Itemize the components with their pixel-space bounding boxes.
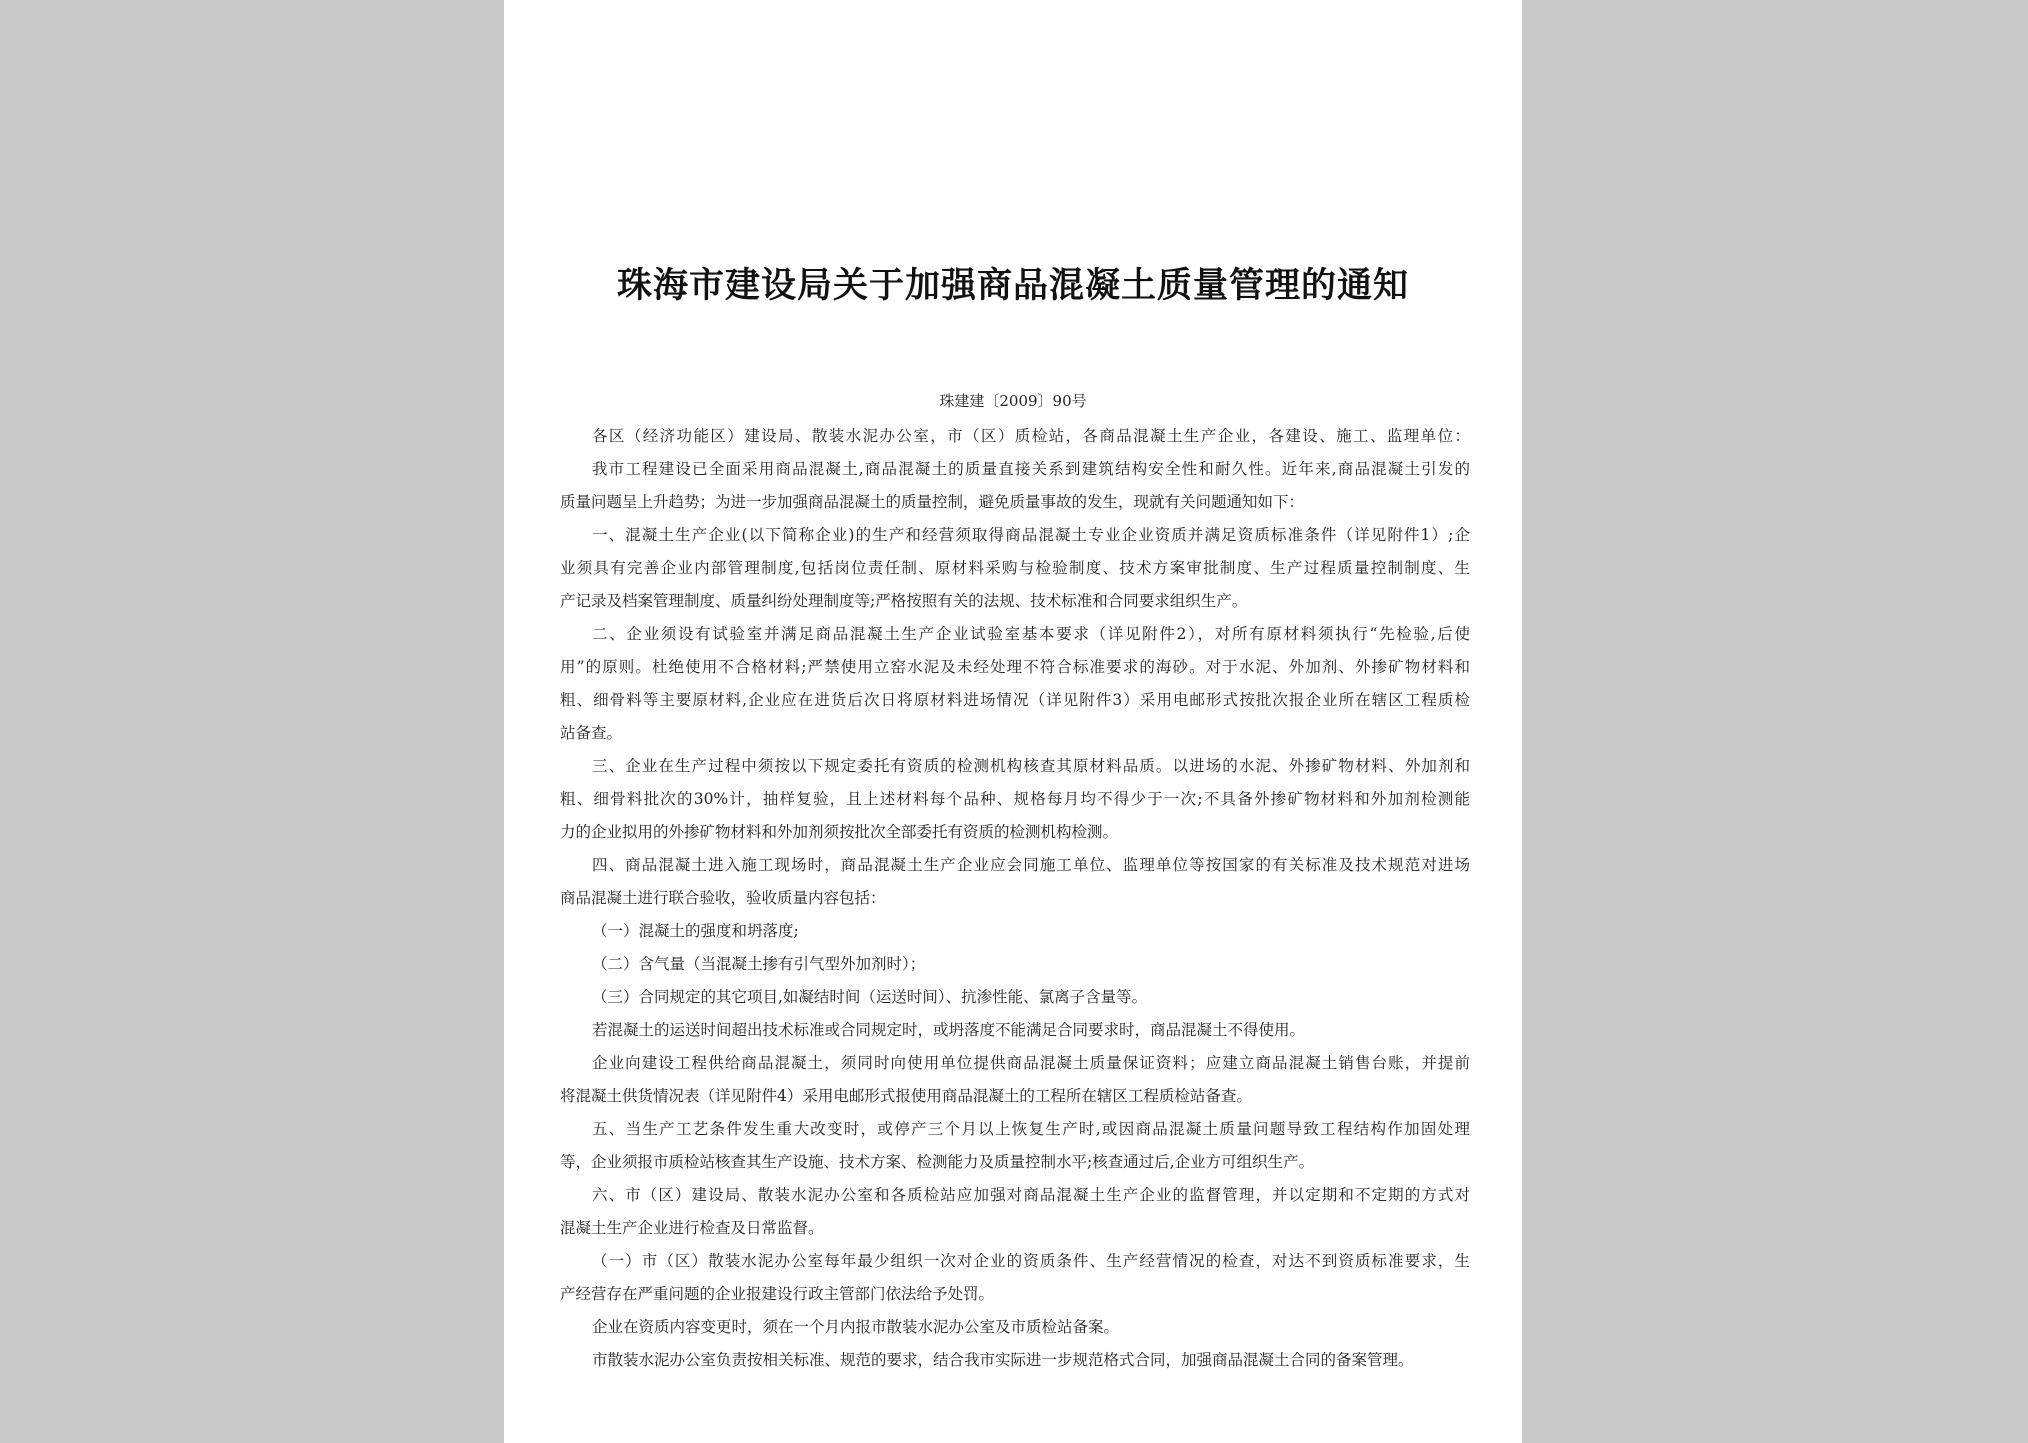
document-line: 力的企业拟用的外掺矿物材料和外加剂须按批次全部委托有资质的检测机构检测。 xyxy=(560,823,1119,841)
document-line: 一、混凝土生产企业(以下简称企业)的生产和经营须取得商品混凝土专业企业资质并满足资质标准条件（详见附件1）;企 xyxy=(592,526,1470,544)
document-line: 三、企业在生产过程中须按以下规定委托有资质的检测机构核查其原材料品质。以进场的水泥、外掺矿物材料、外加剂和 xyxy=(592,757,1470,775)
document-line: 混凝土生产企业进行检查及日常监督。 xyxy=(560,1219,824,1237)
document-line: 粗、细骨料等主要原材料,企业应在进货后次日将原材料进场情况（详见附件3）采用电邮形式按批次报企业所在辖区工程质检 xyxy=(560,691,1470,709)
document-title: 珠海市建设局关于加强商品混凝土质量管理的通知 xyxy=(616,265,1409,306)
document-line: 站备查。 xyxy=(560,724,623,742)
document-line: 用”的原则。杜绝使用不合格材料;严禁使用立窑水泥及未经处理不符合标准要求的海砂。对于水泥、外加剂、外掺矿物材料和 xyxy=(560,658,1470,676)
document-line: 等，企业须报市质检站核查其生产设施、技术方案、检测能力及质量控制水平;核查通过后,企业方可组织生产。 xyxy=(560,1153,1315,1171)
document-page xyxy=(504,0,1522,1443)
document-line: 企业在资质内容变更时，须在一个月内报市散装水泥办公室及市质检站备案。 xyxy=(592,1318,1120,1336)
document-line: （一）混凝土的强度和坍落度; xyxy=(592,922,799,940)
document-number: 珠建建〔2009〕90号 xyxy=(939,392,1087,410)
document-line: 产记录及档案管理制度、质量纠纷处理制度等;严格按照有关的法规、技术标准和合同要求组织生产。 xyxy=(560,592,1248,610)
document-line: 我市工程建设已全面采用商品混凝土,商品混凝土的质量直接关系到建筑结构安全性和耐久性。近年来,商品混凝土引发的 xyxy=(592,460,1470,478)
document-line: 粗、细骨料批次的30%计，抽样复验，且上述材料每个品种、规格每月均不得少于一次;不具备外掺矿物材料和外加剂检测能 xyxy=(560,790,1470,808)
document-line: 商品混凝土进行联合验收，验收质量内容包括： xyxy=(560,889,886,907)
document-line: 质量问题呈上升趋势；为进一步加强商品混凝土的质量控制，避免质量事故的发生，现就有关问题通知如下： xyxy=(560,493,1305,511)
document-line: 市散装水泥办公室负责按相关标准、规范的要求，结合我市实际进一步规范格式合同，加强商品混凝土合同的备案管理。 xyxy=(592,1351,1414,1369)
document-line: （二）含气量（当混凝土掺有引气型外加剂时）； xyxy=(592,955,926,973)
document-line: 企业向建设工程供给商品混凝土，须同时向使用单位提供商品混凝土质量保证资料；应建立商品混凝土销售台账，并提前 xyxy=(592,1054,1470,1072)
document-line: 各区（经济功能区）建设局、散装水泥办公室，市（区）质检站，各商品混凝土生产企业，各建设、施工、监理单位： xyxy=(592,427,1470,445)
document-line: （一）市（区）散装水泥办公室每年最少组织一次对企业的资质条件、生产经营情况的检查，对达不到资质标准要求，生 xyxy=(592,1252,1470,1270)
document-line: （三）合同规定的其它项目,如凝结时间（运送时间）、抗渗性能、氯离子含量等。 xyxy=(592,988,1148,1006)
document-line: 产经营存在严重问题的企业报建设行政主管部门依法给予处罚。 xyxy=(560,1285,995,1303)
document-line: 若混凝土的运送时间超出技术标准或合同规定时，或坍落度不能满足合同要求时，商品混凝土不得使用。 xyxy=(592,1021,1306,1039)
document-line: 四、商品混凝土进入施工现场时，商品混凝土生产企业应会同施工单位、监理单位等按国家的有关标准及技术规范对进场 xyxy=(592,856,1470,874)
document-body xyxy=(560,420,1470,1377)
document-line: 六、市（区）建设局、散装水泥办公室和各质检站应加强对商品混凝土生产企业的监督管理，并以定期和不定期的方式对 xyxy=(592,1186,1470,1204)
document-line: 将混凝土供货情况表（详见附件4）采用电邮形式报使用商品混凝土的工程所在辖区工程质检站备查。 xyxy=(560,1087,1252,1105)
document-line: 五、当生产工艺条件发生重大改变时，或停产三个月以上恢复生产时,或因商品混凝土质量问题导致工程结构作加固处理 xyxy=(592,1120,1470,1138)
document-line: 二、企业须设有试验室并满足商品混凝土生产企业试验室基本要求（详见附件2），对所有原材料须执行“先检验,后使 xyxy=(592,625,1470,643)
document-line: 业须具有完善企业内部管理制度,包括岗位责任制、原材料采购与检验制度、技术方案审批制度、生产过程质量控制制度、生 xyxy=(560,559,1470,577)
